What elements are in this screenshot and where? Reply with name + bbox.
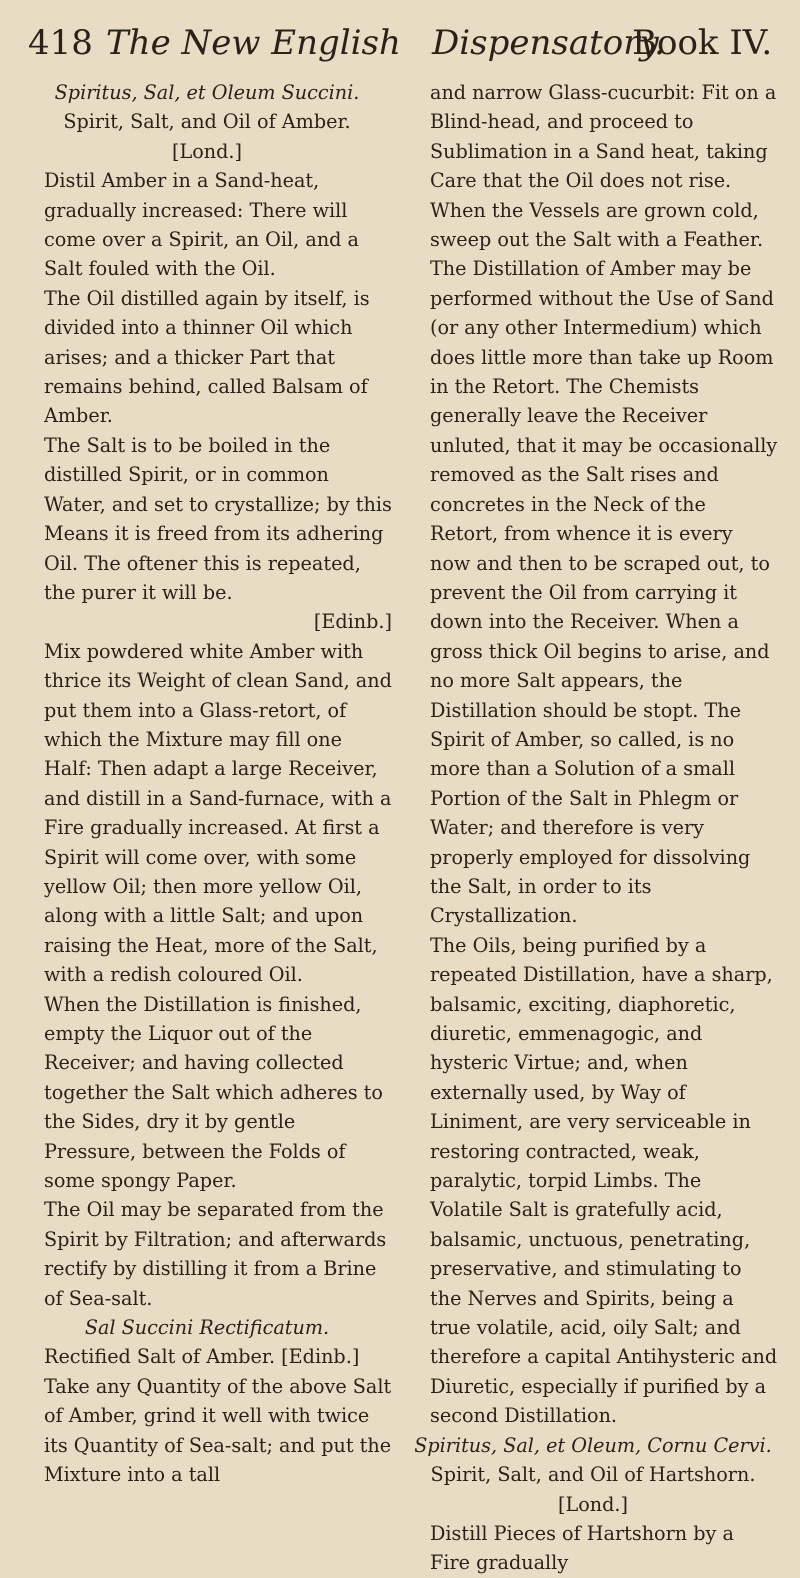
- paragraph: Rectified Salt of Amber. [Edinb.]: [44, 1345, 360, 1369]
- paragraph: [Lond.]: [171, 139, 242, 163]
- paragraph: and narrow Glass-cucurbit: Fit on a Blind-head, and proceed to Sublimation in a Sand heat, taking Care that the Oil does not rise. When the Vessels are grown cold, sweep out the Salt with a Feather.: [430, 81, 777, 252]
- header-title-left: The New English: [106, 23, 401, 63]
- paragraph: The Salt is to be boiled in the distilled Spirit, or in common Water, and set to crystallize; by this Means it is freed from its adhering Oil. The oftener this is repeated, the purer it will be.: [44, 433, 392, 604]
- paragraph: The Oil distilled again by itself, is divided into a thinner Oil which arises; and a thicker Part that remains behind, called Balsam of Amber.: [44, 286, 370, 428]
- header-book: Book IV.: [632, 23, 773, 63]
- paragraph: Take any Quantity of the above Salt of Amber, grind it well with twice its Quantity of Sea-salt; and put the Mixture into a tall: [44, 1374, 392, 1487]
- paragraph: Sal Succini Rectificatum.: [84, 1316, 330, 1340]
- paragraph: Distil Amber in a Sand-heat, gradually increased: There will come over a Spirit, an Oil, and a Salt fouled with the Oil.: [44, 169, 360, 281]
- paragraph: The Oils, being purified by a repeated Distillation, have a sharp, balsamic, exciting, diaphoretic, diuretic, emmenagogic, and hysteric Virtue; and, when externally used, by Way of Liniment, are very serviceable in restoring contracted, weak, paralytic, torpid Limbs. The Volatile Salt is gratefully acid, balsamic, unctuous, penetrating, preservative, and stimulating to the Nerves and Spirits, being a true volatile, acid, oily Salt; and therefore a capital Antihysteric and Diuretic, especially if purified by a second Distillation.: [430, 933, 778, 1428]
- page-number: 418: [28, 23, 93, 63]
- text-columns: [22, 78, 778, 1578]
- paragraph: When the Distillation is finished, empty the Liquor out of the Receiver; and having collected together the Salt which adheres to the Sides, dry it by gentle Pressure, between the Folds of some spongy Paper.: [44, 992, 383, 1193]
- paragraph: Distill Pieces of Hartshorn by a Fire gradually: [430, 1521, 734, 1575]
- paragraph: Mix powdered white Amber with thrice its Weight of clean Sand, and put them into a Glass-retort, of which the Mixture may fill one Half: Then adapt a large Receiver, and distill in a Sand-furnace, with a Fire gradually increased. At first a Spirit will come over, with some yellow Oil; then more yellow Oil, along with a little Salt; and upon raising the Heat, more of the Salt, with a redish coloured Oil.: [44, 639, 392, 987]
- paragraph: The Distillation of Amber may be performed without the Use of Sand (or any other Intermedium) which does little more than take up Room in the Retort. The Chemists generally leave the Receiver unluted, that it may be occasionally removed as the Salt rises and concretes in the Neck of the Retort, from whence it is every now and then to be scraped out, to prevent the Oil from carrying it down into the Receiver. When a gross thick Oil begins to arise, and no more Salt appears, the Distillation should be stopt. The Spirit of Amber, so called, is no more than a Solution of a small Portion of the Salt in Phlegm or Water; and therefore is very properly employed for dissolving the Salt, in order to its Crystallization.: [430, 257, 778, 928]
- header-title-right: Dispensatory.: [432, 23, 665, 63]
- paragraph: Spiritus, Sal, et Oleum, Cornu Cervi.: [414, 1433, 772, 1457]
- right-column: [408, 78, 778, 1578]
- left-column: [22, 78, 392, 1578]
- running-header: [22, 23, 778, 84]
- paragraph: The Oil may be separated from the Spirit by Filtration; and afterwards rectify by distilling it from a Brine of Sea-salt.: [44, 1198, 387, 1310]
- paragraph: Spiritus, Sal, et Oleum Succini.: [54, 81, 360, 104]
- paragraph: Spirit, Salt, and Oil of Hartshorn.: [430, 1463, 756, 1487]
- paragraph: Spirit, Salt, and Oil of Amber.: [63, 110, 351, 134]
- paragraph: [Lond.]: [557, 1492, 628, 1516]
- paragraph: [Edinb.]: [313, 610, 392, 634]
